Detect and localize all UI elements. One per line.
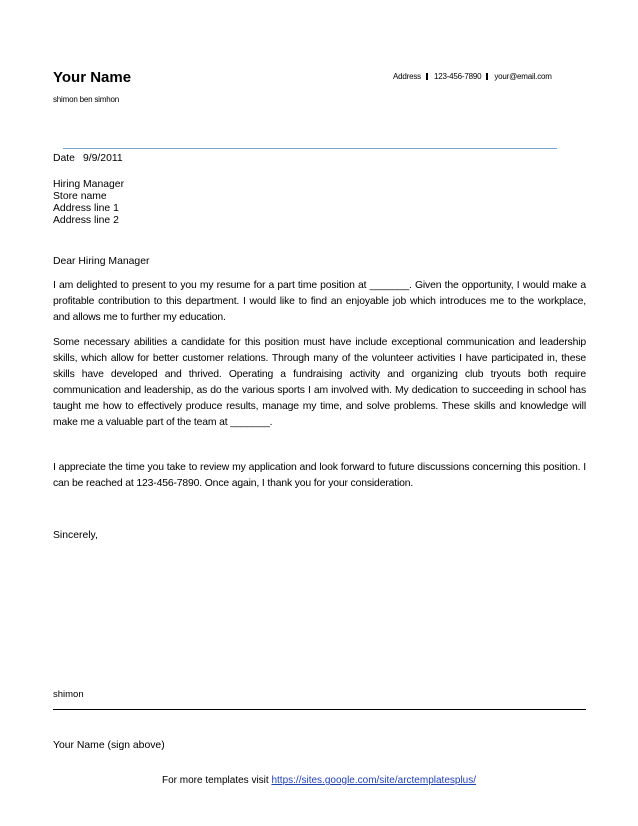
recipient-line: Address line 1 — [53, 203, 119, 214]
footer-link[interactable]: https://sites.google.com/site/arctemplatesplus/ — [271, 775, 477, 786]
sender-name: Your Name — [53, 69, 132, 86]
footer — [0, 775, 638, 786]
contact-phone: 123-456-7890 — [433, 72, 482, 81]
paragraph-intro: I am delighted to present to you my resume for a part time position at _______. Given the opportunity, I would make a profitable contribution to this department. I would like to find an enjoyable job which introduces me to the workplace, and allows me to further my education. — [53, 280, 586, 323]
recipient-address — [53, 179, 124, 227]
date-line — [53, 151, 123, 167]
signature-caption: Your Name (sign above) — [53, 740, 165, 751]
contact-line — [393, 72, 552, 81]
paragraph-closing: I appreciate the time you take to review my application and look forward to future discussions concerning this position. I can be reached at 123-456-7890. Once again, I thank you for your consideration. — [53, 462, 586, 489]
separator-bar — [486, 73, 488, 80]
contact-email: your@email.com — [494, 72, 552, 81]
recipient-line: Store name — [53, 191, 107, 202]
paragraph-skills: Some necessary abilities a candidate for this position must have include exceptional communication and leadership skills, which allow for better customer relations. Through many of the volunteer activities I have participated in, these skills have developed and thrived. Operating a fundraising activity and organizing club tryouts both require communication and leadership, as do the various sports I am involved with. My dedication to succeeding in school has taught me how to effectively produce results, manage my time, and solve problems. These skills and knowledge will make me a valuable part of the team at _______. — [53, 337, 586, 428]
recipient-line: Hiring Manager — [53, 179, 125, 190]
separator-bar — [426, 73, 428, 80]
footer-text: For more templates visit — [161, 775, 272, 786]
date-label: Date — [53, 153, 75, 164]
signature-rule — [53, 709, 586, 710]
signer-name: shimon — [53, 689, 84, 700]
header-divider — [63, 148, 557, 149]
sender-subname: shimon ben simhon — [53, 95, 119, 104]
closing: Sincerely, — [53, 530, 98, 541]
contact-address: Address — [393, 72, 421, 81]
recipient-line: Address line 2 — [53, 215, 119, 226]
greeting: Dear Hiring Manager — [53, 256, 150, 267]
date-value: 9/9/2011 — [82, 153, 123, 164]
